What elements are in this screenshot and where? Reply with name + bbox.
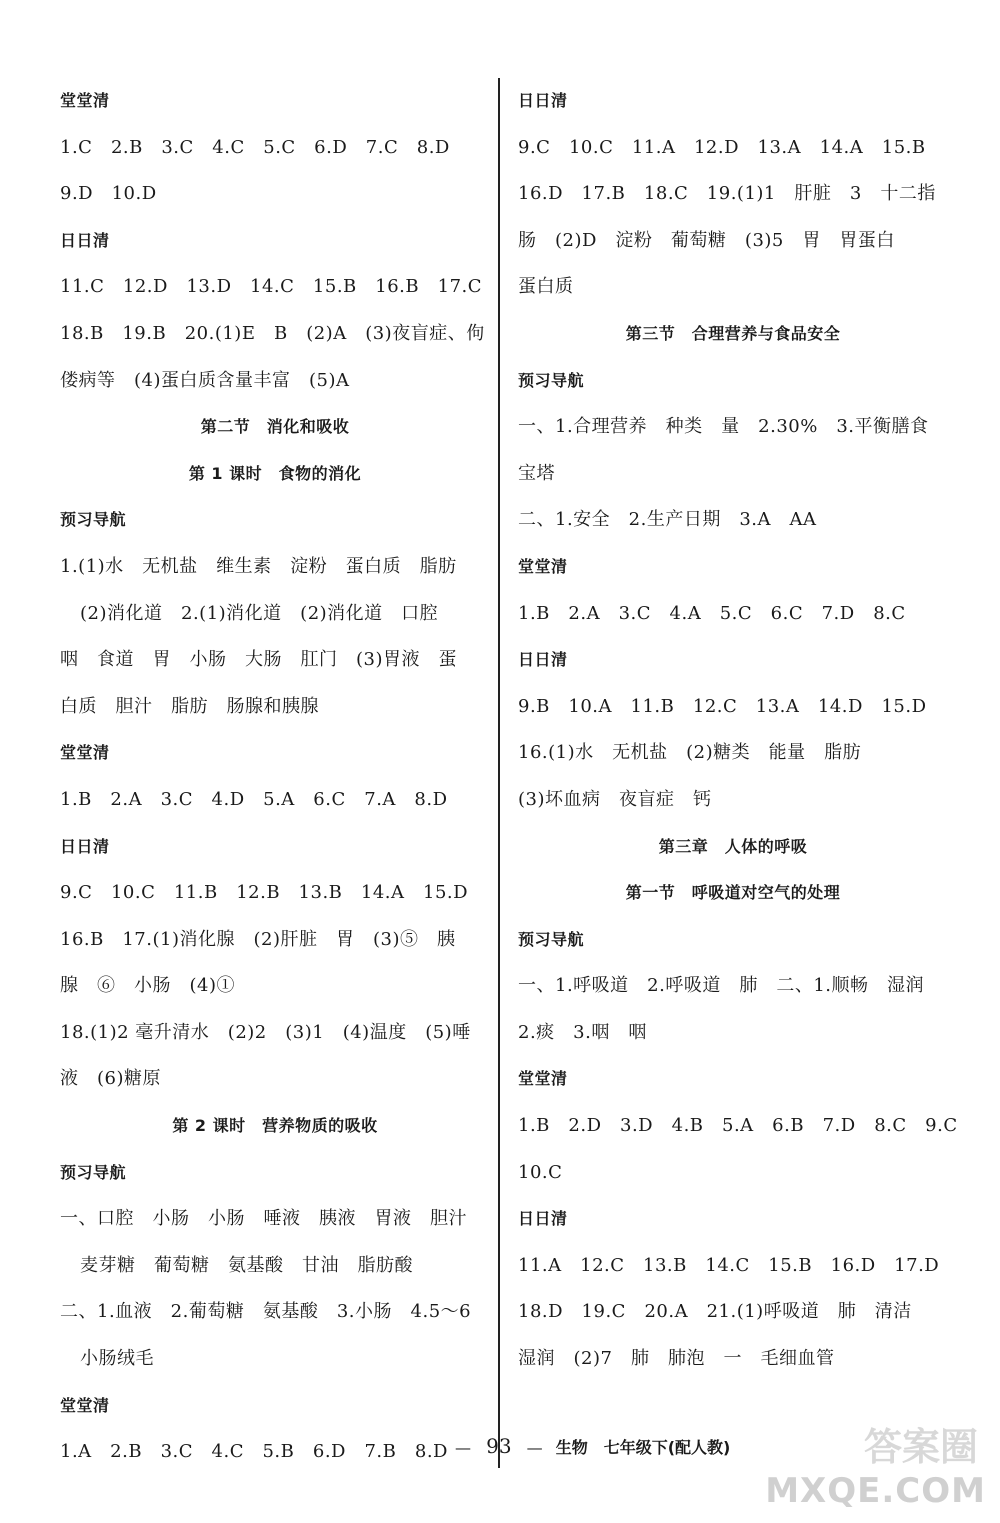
- section-label: 日日清: [518, 91, 568, 110]
- footer-dash-right: —: [526, 1438, 543, 1457]
- answer-line: 18.D 19.C 20.A 21.(1)呼吸道 肺 清洁: [518, 1301, 912, 1323]
- answer-line: 16.(1)水 无机盐 (2)糖类 能量 脂肪: [518, 742, 862, 764]
- section-heading: 第一节 呼吸道对空气的处理: [625, 883, 841, 903]
- answer-line: 1.B 2.A 3.C 4.A 5.C 6.C 7.D 8.C: [518, 602, 906, 624]
- answer-line: 偻病等 (4)蛋白质含量丰富 (5)A: [60, 369, 350, 391]
- answer-line: 16.D 17.B 18.C 19.(1)1 肝脏 3 十二指: [518, 183, 936, 205]
- section-heading: 第 1 课时 食物的消化: [188, 463, 362, 483]
- watermark-logo: 答案圈: [863, 1425, 978, 1469]
- section-label: 日日清: [60, 836, 110, 856]
- answer-line: (2)消化道 2.(1)消化道 (2)消化道 口腔: [80, 602, 439, 624]
- answer-line: 一、口腔 小肠 小肠 唾液 胰液 胃液 胆汁: [60, 1208, 467, 1230]
- answer-line: 1.B 2.D 3.D 4.B 5.A 6.B 7.D 8.C 9.C: [518, 1115, 958, 1137]
- answer-line: 液 (6)糖原: [60, 1068, 161, 1090]
- watermark-site: MXQE.COM: [765, 1471, 986, 1511]
- section-label: 堂堂清: [60, 1395, 110, 1415]
- answer-line: 18.(1)2 毫升清水 (2)2 (3)1 (4)温度 (5)唾: [60, 1021, 471, 1043]
- footer-dash-left: —: [455, 1438, 471, 1457]
- section-label: 预习导航: [60, 1162, 127, 1182]
- answer-line: 1.B 2.A 3.C 4.D 5.A 6.C 7.A 8.D: [60, 788, 448, 810]
- page-footer: [455, 1434, 730, 1458]
- answer-line: 蛋白质: [518, 276, 574, 298]
- answer-line: 腺 ⑥ 小肠 (4)①: [60, 975, 235, 997]
- left-column: [60, 78, 490, 1476]
- answer-line: (3)坏血病 夜盲症 钙: [518, 788, 712, 810]
- answer-line: 9.C 10.C 11.B 12.B 13.B 14.A 15.D: [60, 882, 469, 904]
- answer-line: 麦芽糖 葡萄糖 氨基酸 甘油 脂肪酸: [80, 1254, 413, 1276]
- answer-line: 2.痰 3.咽 咽: [518, 1021, 647, 1043]
- section-label: 堂堂清: [60, 91, 110, 110]
- column-divider: [498, 78, 500, 1468]
- answer-line: 9.B 10.A 11.B 12.C 13.A 14.D 15.D: [518, 695, 927, 717]
- watermark: [765, 1419, 986, 1511]
- section-label: 堂堂清: [518, 1069, 568, 1089]
- section-label: 日日清: [518, 1209, 568, 1229]
- book-title: 生物 七年级下(配人教): [555, 1438, 731, 1457]
- answer-line: 18.B 19.B 20.(1)E B (2)A (3)夜盲症、佝: [60, 322, 485, 344]
- answer-line: 10.C: [518, 1161, 563, 1183]
- answer-line: 1.(1)水 无机盐 维生素 淀粉 蛋白质 脂肪: [60, 555, 457, 577]
- section-label: 堂堂清: [60, 743, 110, 763]
- answer-line: 11.C 12.D 13.D 14.C 15.B 16.B 17.C: [60, 276, 483, 298]
- answer-line: 白质 胆汁 脂肪 肠腺和胰腺: [60, 695, 319, 717]
- answer-line: 1.A 2.B 3.C 4.C 5.B 6.D 7.B 8.D: [60, 1441, 448, 1463]
- answer-line: 9.C 10.C 11.A 12.D 13.A 14.A 15.B: [518, 136, 926, 158]
- section-heading: 第三节 合理营养与食品安全: [625, 323, 841, 343]
- answer-line: 9.D 10.D: [60, 183, 157, 205]
- section-heading: 第 2 课时 营养物质的吸收: [172, 1116, 378, 1136]
- section-label: 预习导航: [60, 510, 127, 530]
- page-number: 93: [486, 1434, 512, 1458]
- answer-line: 16.B 17.(1)消化腺 (2)肝脏 胃 (3)⑤ 胰: [60, 928, 456, 950]
- section-label: 预习导航: [518, 370, 585, 390]
- answer-line: 小肠绒毛: [80, 1348, 154, 1370]
- answer-line: 咽 食道 胃 小肠 大肠 肛门 (3)胃液 蛋: [60, 649, 457, 671]
- answer-line: 11.A 12.C 13.B 14.C 15.B 16.D 17.D: [518, 1254, 940, 1276]
- section-heading: 第三章 人体的呼吸: [658, 836, 808, 856]
- answer-line: 肠 (2)D 淀粉 葡萄糖 (3)5 胃 胃蛋白: [518, 229, 895, 251]
- section-label: 堂堂清: [518, 556, 568, 576]
- answer-line: 1.C 2.B 3.C 4.C 5.C 6.D 7.C 8.D: [60, 136, 450, 158]
- section-label: 预习导航: [518, 929, 585, 949]
- answer-line: 二、1.血液 2.葡萄糖 氨基酸 3.小肠 4.5～6: [60, 1301, 472, 1323]
- answer-line: 一、1.合理营养 种类 量 2.30% 3.平衡膳食: [518, 416, 929, 438]
- right-column: [518, 78, 958, 1383]
- section-label: 日日清: [60, 230, 110, 250]
- answer-line: 湿润 (2)7 肺 肺泡 一 毛细血管: [518, 1348, 835, 1370]
- section-label: 日日清: [518, 650, 568, 670]
- answer-line: 一、1.呼吸道 2.呼吸道 肺 二、1.顺畅 湿润: [518, 975, 925, 997]
- answer-line: 宝塔: [518, 462, 555, 484]
- answer-line: 二、1.安全 2.生产日期 3.A AA: [518, 509, 817, 531]
- section-heading: 第二节 消化和吸收: [200, 417, 350, 437]
